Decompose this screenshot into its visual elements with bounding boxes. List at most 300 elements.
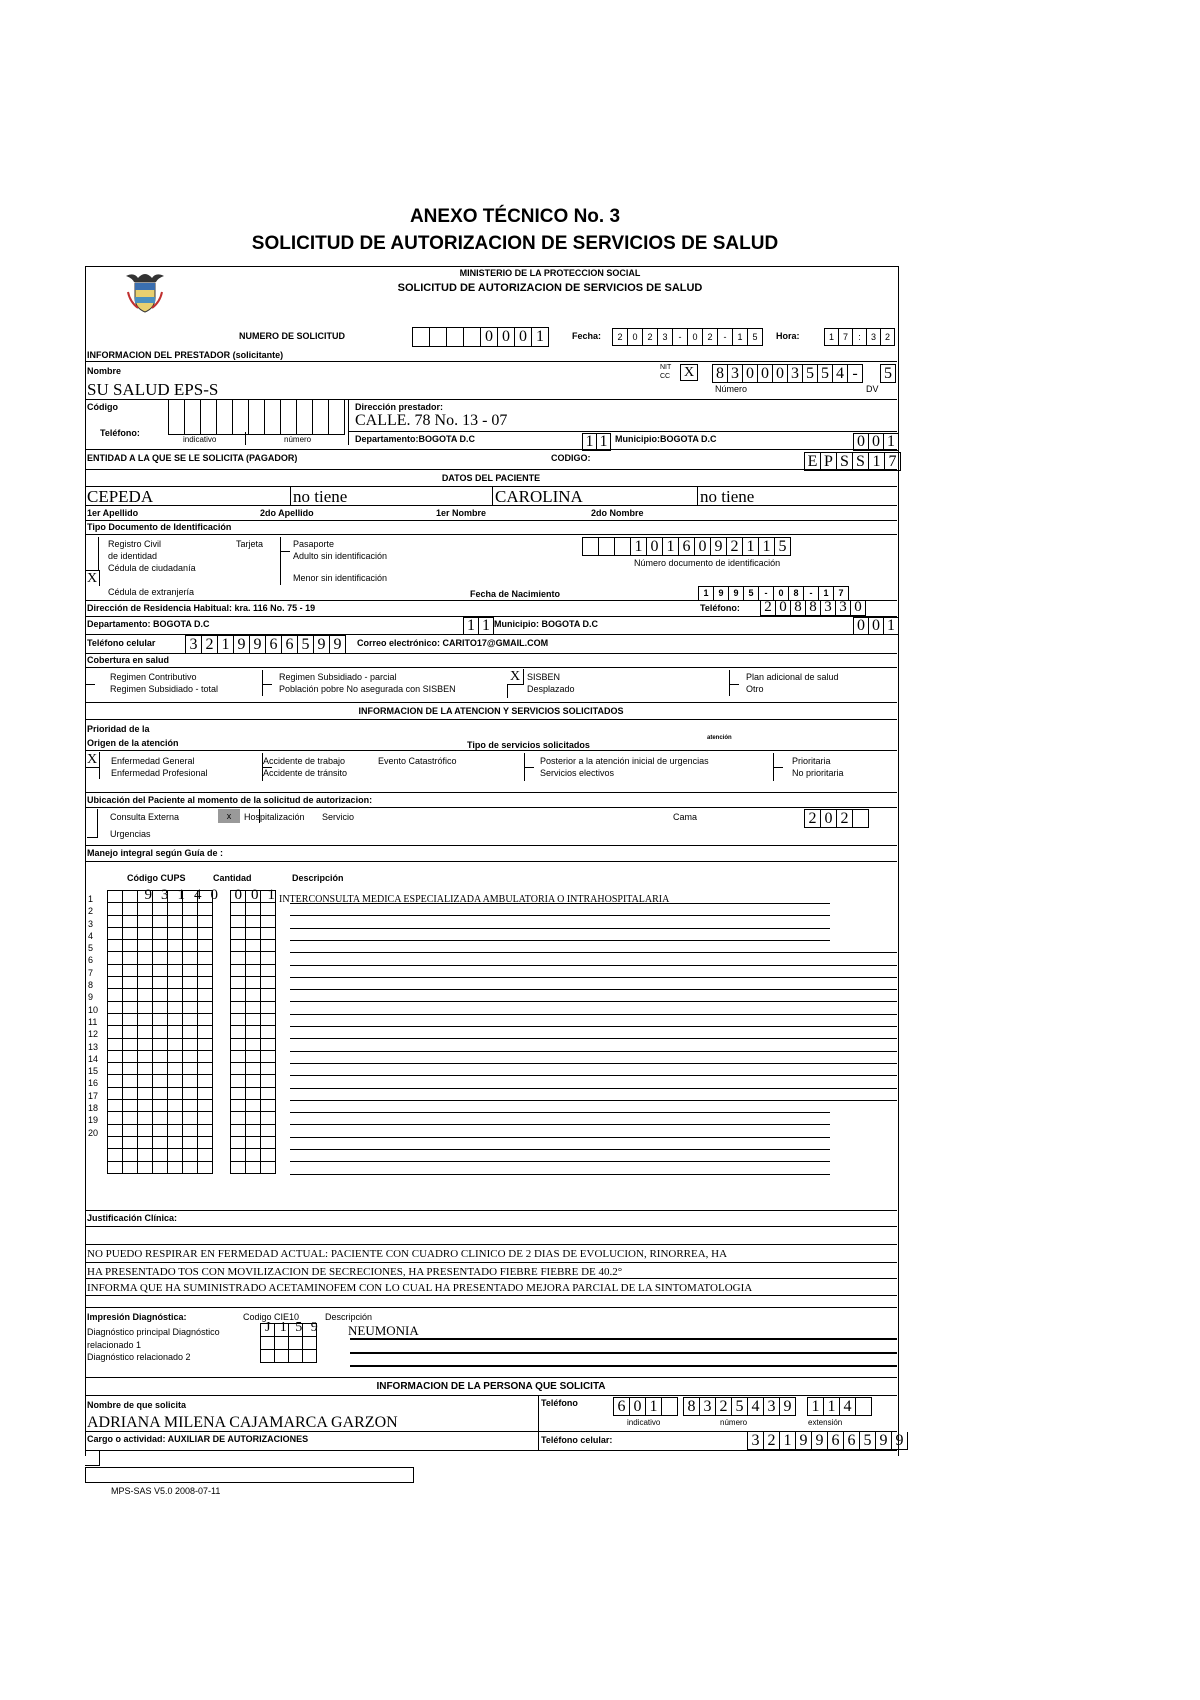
location-servicio: Servicio (322, 812, 355, 822)
digit: 0 (758, 365, 773, 382)
grid-cell[interactable] (261, 1075, 276, 1087)
grid-cell[interactable] (168, 940, 183, 952)
grid-cell[interactable] (123, 1100, 138, 1112)
grid-cell[interactable] (183, 1039, 198, 1051)
grid-cell[interactable] (231, 928, 246, 940)
grid-cell[interactable] (153, 940, 168, 952)
grid-cell[interactable] (231, 1112, 246, 1124)
grid-cell[interactable] (153, 1125, 168, 1137)
grid-cell[interactable] (153, 1162, 168, 1174)
grid-cell[interactable] (261, 989, 276, 1001)
grid-cell[interactable] (168, 1039, 183, 1051)
grid-cell[interactable] (261, 940, 276, 952)
grid-cell[interactable] (231, 1063, 246, 1075)
grid-cell[interactable] (168, 903, 183, 915)
grid-cell[interactable] (231, 1014, 246, 1026)
grid-cell[interactable] (183, 1149, 198, 1161)
grid-cell[interactable] (108, 1051, 123, 1063)
request-time-cells[interactable] (824, 328, 895, 346)
row-number: 20 (88, 1127, 99, 1138)
grid-cell[interactable] (198, 1075, 213, 1087)
description-line[interactable] (290, 1026, 897, 1027)
grid-cell[interactable] (198, 928, 213, 940)
grid-cell[interactable] (289, 1337, 303, 1350)
grid-cell[interactable] (198, 989, 213, 1001)
grid-cell[interactable] (153, 903, 168, 915)
grid-cell[interactable] (246, 916, 261, 928)
grid-cell[interactable] (153, 989, 168, 1001)
grid-cell[interactable] (123, 1149, 138, 1161)
grid-cell[interactable] (108, 1039, 123, 1051)
grid-cell[interactable] (138, 1162, 153, 1174)
digit: 3 (867, 329, 881, 345)
grid-cell[interactable] (261, 1125, 276, 1137)
grid-cell[interactable] (261, 1002, 276, 1014)
grid-cell[interactable] (138, 903, 153, 915)
row-number: 19 (88, 1115, 99, 1126)
grid-cell[interactable] (153, 1063, 168, 1075)
grid-cell[interactable] (183, 1162, 198, 1174)
grid-cell[interactable] (261, 1026, 276, 1038)
grid-cell[interactable] (123, 903, 138, 915)
grid-cell[interactable] (261, 928, 276, 940)
grid-cell[interactable] (123, 1039, 138, 1051)
grid-cell[interactable] (123, 965, 138, 977)
requester-number-cells[interactable] (683, 1397, 796, 1416)
description-line[interactable] (290, 1014, 897, 1015)
grid-cell[interactable] (168, 1088, 183, 1100)
grid-cell[interactable] (108, 903, 123, 915)
grid-cell[interactable] (183, 952, 198, 964)
description-line[interactable] (290, 989, 897, 990)
grid-cell[interactable] (246, 1149, 261, 1161)
digit: 0 (251, 887, 259, 903)
description-line[interactable] (290, 952, 897, 953)
digit: 1 (663, 538, 679, 555)
grid-cell[interactable] (198, 1051, 213, 1063)
description-line[interactable] (290, 940, 830, 941)
grid-cell[interactable] (153, 1075, 168, 1087)
grid-cell[interactable] (123, 1063, 138, 1075)
digit: - (759, 587, 774, 600)
description-line[interactable] (290, 915, 830, 916)
grid-cell[interactable] (261, 1063, 276, 1075)
cedula-checkbox[interactable]: X (85, 570, 100, 586)
description-line[interactable] (290, 1137, 830, 1138)
grid-cell[interactable] (153, 1014, 168, 1026)
grid-cell[interactable] (198, 1162, 213, 1174)
grid-cell[interactable] (261, 1337, 275, 1350)
grid-cell[interactable] (108, 1014, 123, 1026)
grid-cell[interactable] (168, 965, 183, 977)
grid-cell[interactable] (246, 1075, 261, 1087)
grid-cell[interactable] (183, 928, 198, 940)
digit: 9 (711, 538, 727, 555)
first2-label: 2do Nombre (591, 508, 644, 518)
grid-cell[interactable] (246, 1002, 261, 1014)
grid-cell[interactable] (108, 940, 123, 952)
grid-cell[interactable] (153, 916, 168, 928)
grid-cell[interactable] (108, 1149, 123, 1161)
grid-cell[interactable] (138, 1125, 153, 1137)
grid-cell[interactable] (108, 1125, 123, 1137)
description-line[interactable] (290, 1088, 897, 1089)
grid-cell[interactable] (153, 1137, 168, 1149)
grid-cell[interactable] (246, 1026, 261, 1038)
grid-cell[interactable] (183, 940, 198, 952)
grid-cell[interactable] (183, 989, 198, 1001)
grid-cell[interactable] (231, 1162, 246, 1174)
grid-cell[interactable] (231, 952, 246, 964)
grid-cell[interactable] (168, 952, 183, 964)
patient-dept-code[interactable] (463, 617, 494, 635)
digit: - (673, 329, 688, 345)
grid-cell[interactable] (198, 1149, 213, 1161)
grid-cell[interactable] (246, 1014, 261, 1026)
grid-cell[interactable] (123, 1162, 138, 1174)
description-label: Descripción (292, 873, 344, 883)
digit: 1 (218, 636, 234, 653)
grid-cell[interactable] (153, 1039, 168, 1051)
grid-cell[interactable] (108, 989, 123, 1001)
grid-cell[interactable] (198, 1039, 213, 1051)
grid-cell[interactable] (246, 1162, 261, 1174)
grid-cell[interactable] (168, 989, 183, 1001)
grid-cell[interactable] (198, 1026, 213, 1038)
grid-cell[interactable] (138, 1051, 153, 1063)
grid-cell[interactable] (231, 1075, 246, 1087)
grid-cell[interactable] (153, 1088, 168, 1100)
grid-cell[interactable] (231, 1002, 246, 1014)
grid-cell[interactable] (198, 1125, 213, 1137)
cups-code-grid[interactable] (107, 887, 213, 1174)
grid-cell[interactable] (198, 1100, 213, 1112)
grid-cell[interactable] (138, 916, 153, 928)
grid-cell[interactable] (246, 940, 261, 952)
request-number-cells[interactable] (412, 327, 549, 347)
grid-cell[interactable] (168, 928, 183, 940)
grid-cell[interactable] (198, 1063, 213, 1075)
grid-cell[interactable] (261, 1112, 276, 1124)
description-line[interactable] (290, 1063, 897, 1064)
grid-cell[interactable] (138, 1088, 153, 1100)
grid-cell[interactable] (108, 1162, 123, 1174)
grid-cell[interactable] (108, 1088, 123, 1100)
digit: 3 (186, 636, 202, 653)
grid-cell[interactable] (261, 965, 276, 977)
grid-cell[interactable] (246, 1137, 261, 1149)
grid-cell[interactable] (108, 1002, 123, 1014)
grid-cell[interactable] (231, 1051, 246, 1063)
grid-cell[interactable] (261, 1051, 276, 1063)
grid-cell[interactable] (261, 1014, 276, 1026)
grid-cell[interactable] (138, 1100, 153, 1112)
description-line[interactable] (290, 1174, 830, 1175)
grid-cell[interactable] (138, 989, 153, 1001)
grid-cell[interactable] (183, 1137, 198, 1149)
grid-cell[interactable] (289, 1350, 303, 1363)
grid-cell[interactable] (198, 977, 213, 989)
grid-cell[interactable] (231, 1039, 246, 1051)
grid-cell[interactable] (153, 977, 168, 989)
grid-cell[interactable] (168, 1014, 183, 1026)
description-line[interactable] (290, 1100, 897, 1101)
grid-cell[interactable] (275, 1350, 289, 1363)
grid-cell[interactable] (261, 1350, 275, 1363)
provider-address: CALLE. 78 No. 13 - 07 (355, 412, 508, 429)
grid-cell[interactable] (261, 1088, 276, 1100)
grid-cell[interactable] (168, 1162, 183, 1174)
grid-cell[interactable] (123, 1051, 138, 1063)
requester-indicativo-cells[interactable] (613, 1397, 678, 1416)
grid-cell[interactable] (153, 1002, 168, 1014)
grid-cell[interactable] (168, 1149, 183, 1161)
grid-cell[interactable] (198, 1112, 213, 1124)
grid-cell[interactable] (123, 1125, 138, 1137)
grid-cell[interactable] (183, 916, 198, 928)
grid-cell[interactable] (138, 1014, 153, 1026)
grid-cell[interactable] (138, 928, 153, 940)
grid-cell[interactable] (198, 1137, 213, 1149)
grid-cell[interactable] (198, 952, 213, 964)
grid-cell[interactable] (108, 1063, 123, 1075)
grid-cell[interactable] (261, 952, 276, 964)
grid-cell[interactable] (138, 940, 153, 952)
grid-cell[interactable] (123, 916, 138, 928)
grid-cell[interactable] (246, 1088, 261, 1100)
description-line[interactable] (290, 1001, 897, 1002)
grid-cell[interactable] (246, 989, 261, 1001)
doc-number-cells[interactable] (582, 537, 791, 556)
grid-cell[interactable] (231, 977, 246, 989)
grid-cell[interactable] (246, 965, 261, 977)
grid-cell[interactable] (108, 1100, 123, 1112)
grid-cell[interactable] (198, 940, 213, 952)
description-line[interactable] (290, 1161, 830, 1162)
grid-cell[interactable] (108, 965, 123, 977)
grid-cell[interactable] (183, 1112, 198, 1124)
grid-cell[interactable] (231, 1137, 246, 1149)
grid-cell[interactable] (183, 1063, 198, 1075)
grid-cell[interactable] (123, 1112, 138, 1124)
grid-cell[interactable] (168, 977, 183, 989)
grid-cell[interactable] (246, 928, 261, 940)
description-line[interactable] (290, 965, 897, 966)
grid-cell[interactable] (198, 916, 213, 928)
grid-cell[interactable] (138, 1137, 153, 1149)
grid-cell[interactable] (123, 952, 138, 964)
grid-cell[interactable] (183, 1125, 198, 1137)
grid-cell[interactable] (246, 1051, 261, 1063)
grid-cell[interactable] (231, 1125, 246, 1137)
grid-cell[interactable] (123, 1075, 138, 1087)
grid-cell[interactable] (123, 928, 138, 940)
grid-cell[interactable] (183, 1051, 198, 1063)
grid-cell[interactable] (198, 903, 213, 915)
grid-cell[interactable] (168, 1075, 183, 1087)
grid-cell[interactable] (168, 916, 183, 928)
description-line[interactable] (290, 1112, 830, 1113)
grid-cell[interactable] (183, 1100, 198, 1112)
grid-cell[interactable] (246, 1063, 261, 1075)
patient-phone-cells[interactable] (760, 600, 866, 616)
grid-cell[interactable] (153, 965, 168, 977)
patient-cell-cells[interactable] (185, 635, 346, 654)
request-number-label: NUMERO DE SOLICITUD (239, 331, 346, 341)
grid-cell[interactable] (108, 952, 123, 964)
general-illness-checkbox[interactable]: X (85, 752, 100, 768)
grid-cell[interactable] (168, 1063, 183, 1075)
grid-cell[interactable] (231, 940, 246, 952)
grid-cell[interactable] (153, 1100, 168, 1112)
grid-cell[interactable] (108, 928, 123, 940)
signature-box[interactable] (85, 1467, 414, 1483)
grid-cell[interactable] (138, 1002, 153, 1014)
grid-cell[interactable] (123, 1026, 138, 1038)
grid-cell[interactable] (168, 1026, 183, 1038)
grid-cell[interactable] (153, 1026, 168, 1038)
grid-cell[interactable] (303, 1350, 317, 1363)
description-line[interactable] (290, 1051, 897, 1052)
description-line[interactable] (290, 977, 897, 978)
requester-extension-cells[interactable] (807, 1397, 872, 1416)
grid-cell[interactable] (246, 1039, 261, 1051)
grid-cell[interactable] (183, 903, 198, 915)
grid-cell[interactable] (183, 1026, 198, 1038)
nit-number-cells[interactable] (712, 364, 863, 383)
requester-cell-cells[interactable] (747, 1432, 908, 1450)
requester-cell-label: Teléfono celular: (541, 1435, 613, 1445)
grid-cell[interactable] (198, 1002, 213, 1014)
grid-cell[interactable] (261, 916, 276, 928)
grid-cell[interactable] (231, 965, 246, 977)
grid-cell[interactable] (138, 1112, 153, 1124)
grid-cell[interactable] (123, 1137, 138, 1149)
grid-cell[interactable] (138, 977, 153, 989)
digit: 0 (498, 328, 515, 346)
grid-cell[interactable] (183, 1088, 198, 1100)
grid-cell[interactable] (183, 1002, 198, 1014)
grid-cell[interactable] (261, 903, 276, 915)
grid-cell[interactable] (198, 965, 213, 977)
grid-cell[interactable] (123, 1014, 138, 1026)
grid-cell[interactable] (108, 1026, 123, 1038)
grid-cell[interactable] (246, 977, 261, 989)
grid-cell[interactable] (246, 1112, 261, 1124)
grid-cell[interactable] (261, 977, 276, 989)
grid-cell[interactable] (123, 989, 138, 1001)
grid-cell[interactable] (261, 1162, 276, 1174)
grid-cell[interactable] (138, 952, 153, 964)
grid-cell[interactable] (168, 1112, 183, 1124)
grid-cell[interactable] (246, 1100, 261, 1112)
grid-cell[interactable] (246, 1125, 261, 1137)
grid-cell[interactable] (168, 1051, 183, 1063)
request-date-cells[interactable] (612, 328, 763, 346)
grid-cell[interactable] (138, 1063, 153, 1075)
description-line[interactable] (290, 1124, 830, 1125)
grid-cell[interactable] (123, 1002, 138, 1014)
grid-cell[interactable] (153, 1112, 168, 1124)
grid-cell[interactable] (153, 928, 168, 940)
origin-enfermedad-profesional: Enfermedad Profesional (111, 768, 208, 778)
description-line[interactable] (290, 928, 830, 929)
location-consulta-externa: Consulta Externa (110, 812, 180, 822)
grid-cell[interactable] (231, 903, 246, 915)
nit-checkbox[interactable]: X (680, 364, 698, 381)
grid-cell[interactable] (108, 977, 123, 989)
bed-number-cells[interactable] (804, 809, 869, 828)
grid-cell[interactable] (198, 1014, 213, 1026)
description-line[interactable] (290, 1038, 897, 1039)
doc-de-identidad: de identidad (108, 551, 158, 561)
grid-cell[interactable] (123, 940, 138, 952)
grid-cell[interactable] (261, 1137, 276, 1149)
grid-cell[interactable] (231, 1149, 246, 1161)
description-line[interactable] (290, 1075, 897, 1076)
digit: 0 (869, 618, 884, 634)
grid-cell[interactable] (168, 1002, 183, 1014)
dv-cell[interactable] (880, 364, 896, 383)
provider-code-cells[interactable] (168, 399, 345, 435)
grid-cell[interactable] (108, 916, 123, 928)
grid-cell[interactable] (198, 1088, 213, 1100)
grid-cell[interactable] (183, 1014, 198, 1026)
grid-cell[interactable] (108, 1112, 123, 1124)
grid-cell[interactable] (261, 1100, 276, 1112)
grid-cell[interactable] (138, 965, 153, 977)
grid-cell[interactable] (261, 1039, 276, 1051)
grid-cell[interactable] (231, 989, 246, 1001)
description-line[interactable] (290, 1149, 830, 1150)
grid-cell[interactable] (168, 1125, 183, 1137)
grid-cell[interactable] (168, 1100, 183, 1112)
grid-cell[interactable] (108, 1075, 123, 1087)
grid-cell[interactable] (231, 1026, 246, 1038)
grid-cell[interactable] (168, 1137, 183, 1149)
grid-cell[interactable] (138, 1075, 153, 1087)
grid-cell[interactable] (183, 977, 198, 989)
grid-cell[interactable] (138, 1026, 153, 1038)
grid-cell[interactable] (246, 952, 261, 964)
grid-cell[interactable] (261, 1149, 276, 1161)
quantity-grid[interactable] (230, 887, 276, 1174)
grid-cell[interactable] (231, 1088, 246, 1100)
grid-cell[interactable] (123, 1088, 138, 1100)
description-line[interactable] (290, 903, 830, 904)
grid-cell[interactable] (246, 903, 261, 915)
grid-cell[interactable] (153, 1051, 168, 1063)
grid-cell[interactable] (138, 1149, 153, 1161)
row-number: 5 (88, 943, 94, 954)
grid-cell[interactable] (153, 952, 168, 964)
sisben-checkbox[interactable]: X (507, 669, 524, 685)
hospitalization-checkbox[interactable]: x (218, 809, 240, 823)
grid-cell[interactable] (231, 1100, 246, 1112)
digit (615, 538, 631, 555)
grid-cell[interactable] (123, 977, 138, 989)
grid-cell[interactable] (183, 965, 198, 977)
grid-cell[interactable] (275, 1337, 289, 1350)
grid-cell[interactable] (303, 1337, 317, 1350)
grid-cell[interactable] (138, 1039, 153, 1051)
description-lines[interactable] (290, 903, 897, 1203)
grid-cell[interactable] (153, 1149, 168, 1161)
grid-cell[interactable] (231, 916, 246, 928)
patient-muni-code[interactable] (853, 617, 899, 635)
grid-cell[interactable] (183, 1075, 198, 1087)
grid-cell[interactable] (108, 1137, 123, 1149)
